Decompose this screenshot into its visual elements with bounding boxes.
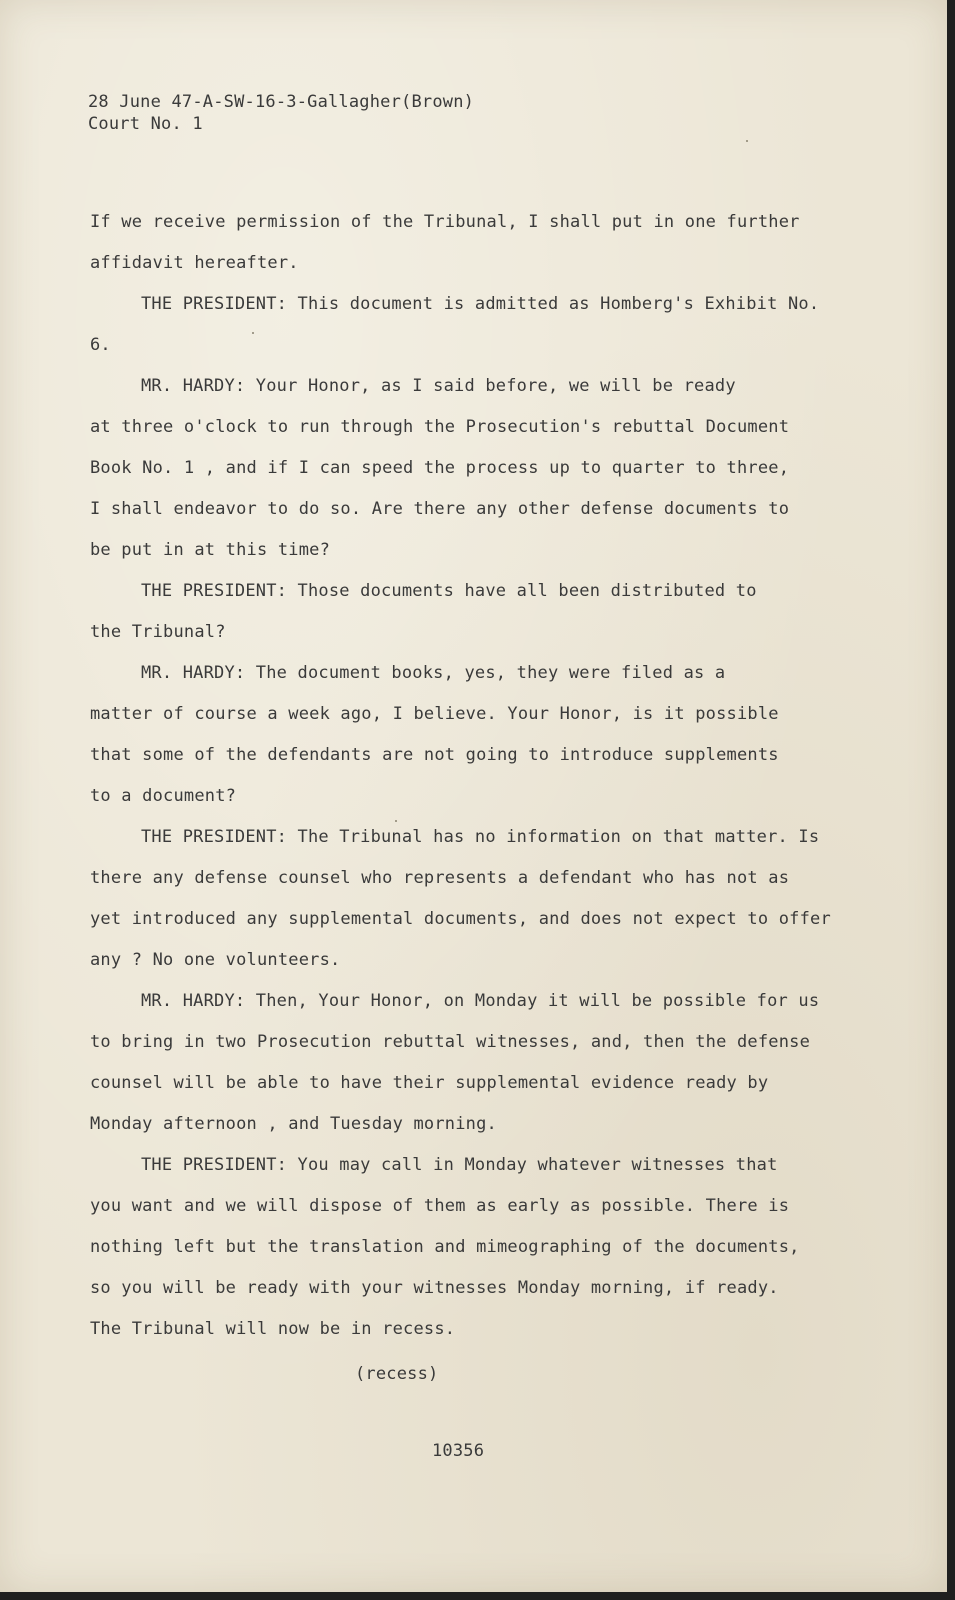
transcript-line: MR. HARDY: Your Honor, as I said before, we will be ready	[141, 376, 736, 396]
transcript-line: affidavit hereafter.	[90, 253, 299, 273]
transcript-line: I shall endeavor to do so. Are there any other defense documents to	[90, 499, 790, 519]
transcript-line: there any defense counsel who represents a defendant who has not as	[90, 868, 790, 888]
paper-speck	[252, 332, 254, 334]
transcript-line: matter of course a week ago, I believe. Your Honor, is it possible	[90, 704, 779, 724]
transcript-line: yet introduced any supplemental documents, and does not expect to offer	[90, 909, 831, 929]
transcript-line: be put in at this time?	[90, 540, 331, 560]
transcript-body	[90, 211, 830, 1359]
transcript-line: to bring in two Prosecution rebuttal witnesses, and, then the defense	[90, 1032, 811, 1052]
transcript-line: nothing left but the translation and mimeographing of the documents,	[90, 1237, 800, 1257]
transcript-line: 6.	[90, 335, 111, 355]
transcript-line: Book No. 1 , and if I can speed the process up to quarter to three,	[90, 458, 790, 478]
page-number: 10356	[432, 1441, 485, 1461]
transcript-line: THE PRESIDENT: Those documents have all been distributed to	[141, 581, 757, 601]
transcript-line: THE PRESIDENT: The Tribunal has no information on that matter. Is	[141, 827, 820, 847]
header-date-reference: 28 June 47-A-SW-16-3-Gallagher(Brown)	[88, 92, 475, 112]
transcript-line: THE PRESIDENT: This document is admitted as Homberg's Exhibit No.	[141, 294, 820, 314]
transcript-line: at three o'clock to run through the Prosecution's rebuttal Document	[90, 417, 790, 437]
paper-speck	[395, 820, 397, 822]
recess-note: (recess)	[355, 1364, 439, 1384]
paper-speck	[746, 140, 748, 142]
transcript-line: MR. HARDY: Then, Your Honor, on Monday it will be possible for us	[141, 991, 820, 1011]
document-header	[88, 91, 474, 135]
transcript-line: The Tribunal will now be in recess.	[90, 1319, 456, 1339]
transcript-line: If we receive permission of the Tribunal, I shall put in one further	[90, 212, 800, 232]
transcript-line: counsel will be able to have their supplemental evidence ready by	[90, 1073, 769, 1093]
transcript-line: any ? No one volunteers.	[90, 950, 341, 970]
transcript-line: you want and we will dispose of them as early as possible. There is	[90, 1196, 790, 1216]
transcript-line: MR. HARDY: The document books, yes, they were filed as a	[141, 663, 726, 683]
transcript-line: so you will be ready with your witnesses Monday morning, if ready.	[90, 1278, 779, 1298]
header-court-number: Court No. 1	[88, 114, 203, 134]
transcript-line: THE PRESIDENT: You may call in Monday whatever witnesses that	[141, 1155, 778, 1175]
transcript-line: the Tribunal?	[90, 622, 226, 642]
transcript-line: that some of the defendants are not going to introduce supplements	[90, 745, 779, 765]
transcript-line: to a document?	[90, 786, 237, 806]
transcript-line: Monday afternoon , and Tuesday morning.	[90, 1114, 497, 1134]
